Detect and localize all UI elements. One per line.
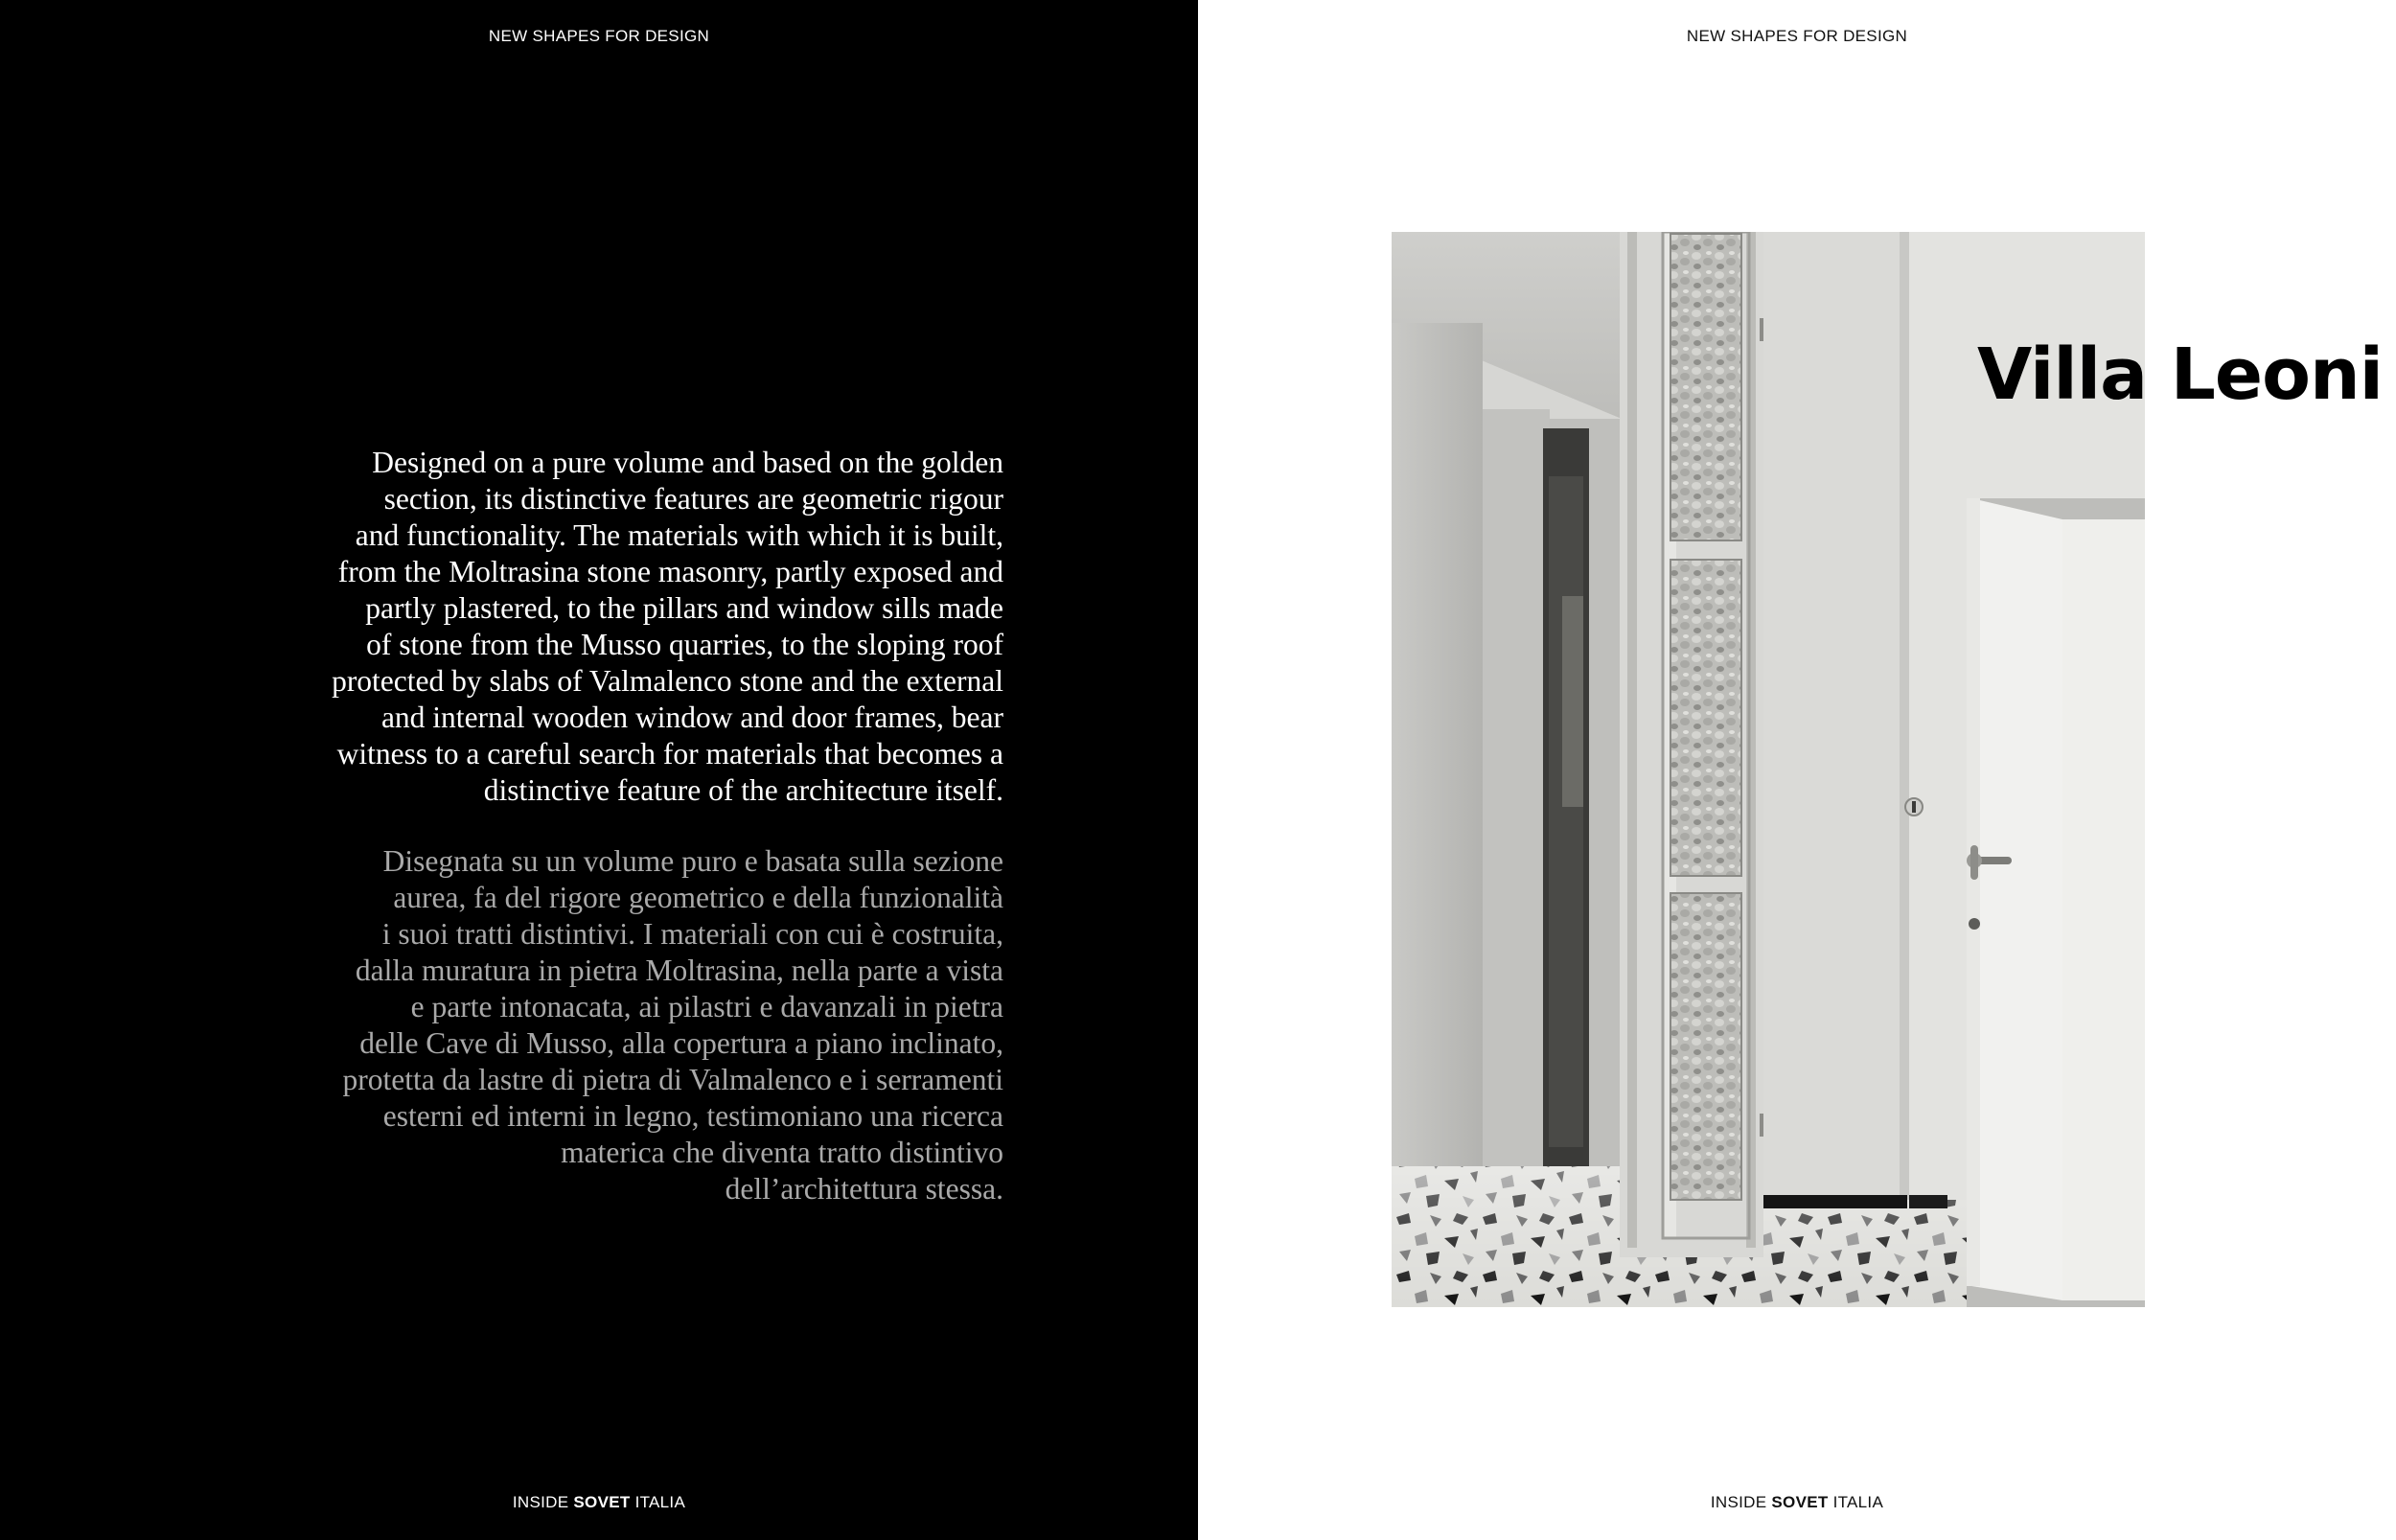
paragraph-line: protected by slabs of Valmalenco stone and the external bbox=[332, 664, 1003, 698]
footer-left bbox=[0, 1493, 1198, 1512]
paragraph-line: from the Moltrasina stone masonry, partly exposed and bbox=[337, 555, 1003, 588]
paragraph-line: dell’architettura stessa. bbox=[725, 1172, 1003, 1206]
paragraph-line: delle Cave di Musso, alla copertura a piano inclinato, bbox=[359, 1026, 1003, 1060]
english-paragraph bbox=[218, 445, 1003, 809]
paragraph-line: partly plastered, to the pillars and window sills made bbox=[365, 591, 1003, 625]
paragraph-line: distinctive feature of the architecture itself. bbox=[483, 773, 1003, 807]
footer-brand: SOVET bbox=[1771, 1493, 1829, 1511]
paragraph-line: and functionality. The materials with which it is built, bbox=[355, 518, 1003, 552]
paragraph-line: esterni ed interni in legno, testimoniano una ricerca bbox=[382, 1099, 1003, 1133]
paragraph-line: section, its distinctive features are geometric rigour bbox=[383, 482, 1003, 516]
paragraph-line: i suoi tratti distintivi. I materiali con cui è costruita, bbox=[381, 917, 1003, 951]
right-page bbox=[1198, 0, 2396, 1540]
paragraph-line: e parte intonacata, ai pilastri e davanzali in pietra bbox=[410, 990, 1003, 1023]
running-head-left: NEW SHAPES FOR DESIGN bbox=[488, 27, 710, 45]
paragraph-line: dalla muratura in pietra Moltrasina, nella parte a vista bbox=[355, 954, 1003, 987]
footer-right bbox=[1198, 1493, 2396, 1512]
footer-prefix: INSIDE bbox=[512, 1493, 569, 1511]
page-title: Villa Leoni bbox=[1977, 333, 2383, 416]
paragraph-line: and internal wooden window and door frames, bear bbox=[380, 701, 1003, 734]
paragraph-line: Designed on a pure volume and based on the golden bbox=[372, 446, 1003, 479]
paragraph-line: Disegnata su un volume puro e basata sulla sezione bbox=[382, 844, 1003, 878]
paragraph-line: witness to a careful search for materials that becomes a bbox=[336, 737, 1003, 770]
running-head-right: NEW SHAPES FOR DESIGN bbox=[1686, 27, 1908, 45]
footer-suffix: ITALIA bbox=[1832, 1493, 1884, 1511]
paragraph-line: of stone from the Musso quarries, to the sloping roof bbox=[366, 628, 1003, 661]
paragraph-line: aurea, fa del rigore geometrico e della funzionalità bbox=[393, 881, 1003, 914]
footer-brand: SOVET bbox=[573, 1493, 631, 1511]
italian-paragraph bbox=[218, 843, 1003, 1207]
footer-suffix: ITALIA bbox=[634, 1493, 686, 1511]
paragraph-line: materica che diventa tratto distintivo bbox=[561, 1136, 1003, 1169]
paragraph-line: protetta da lastre di pietra di Valmalenco e i serramenti bbox=[342, 1063, 1003, 1096]
footer-prefix: INSIDE bbox=[1710, 1493, 1767, 1511]
